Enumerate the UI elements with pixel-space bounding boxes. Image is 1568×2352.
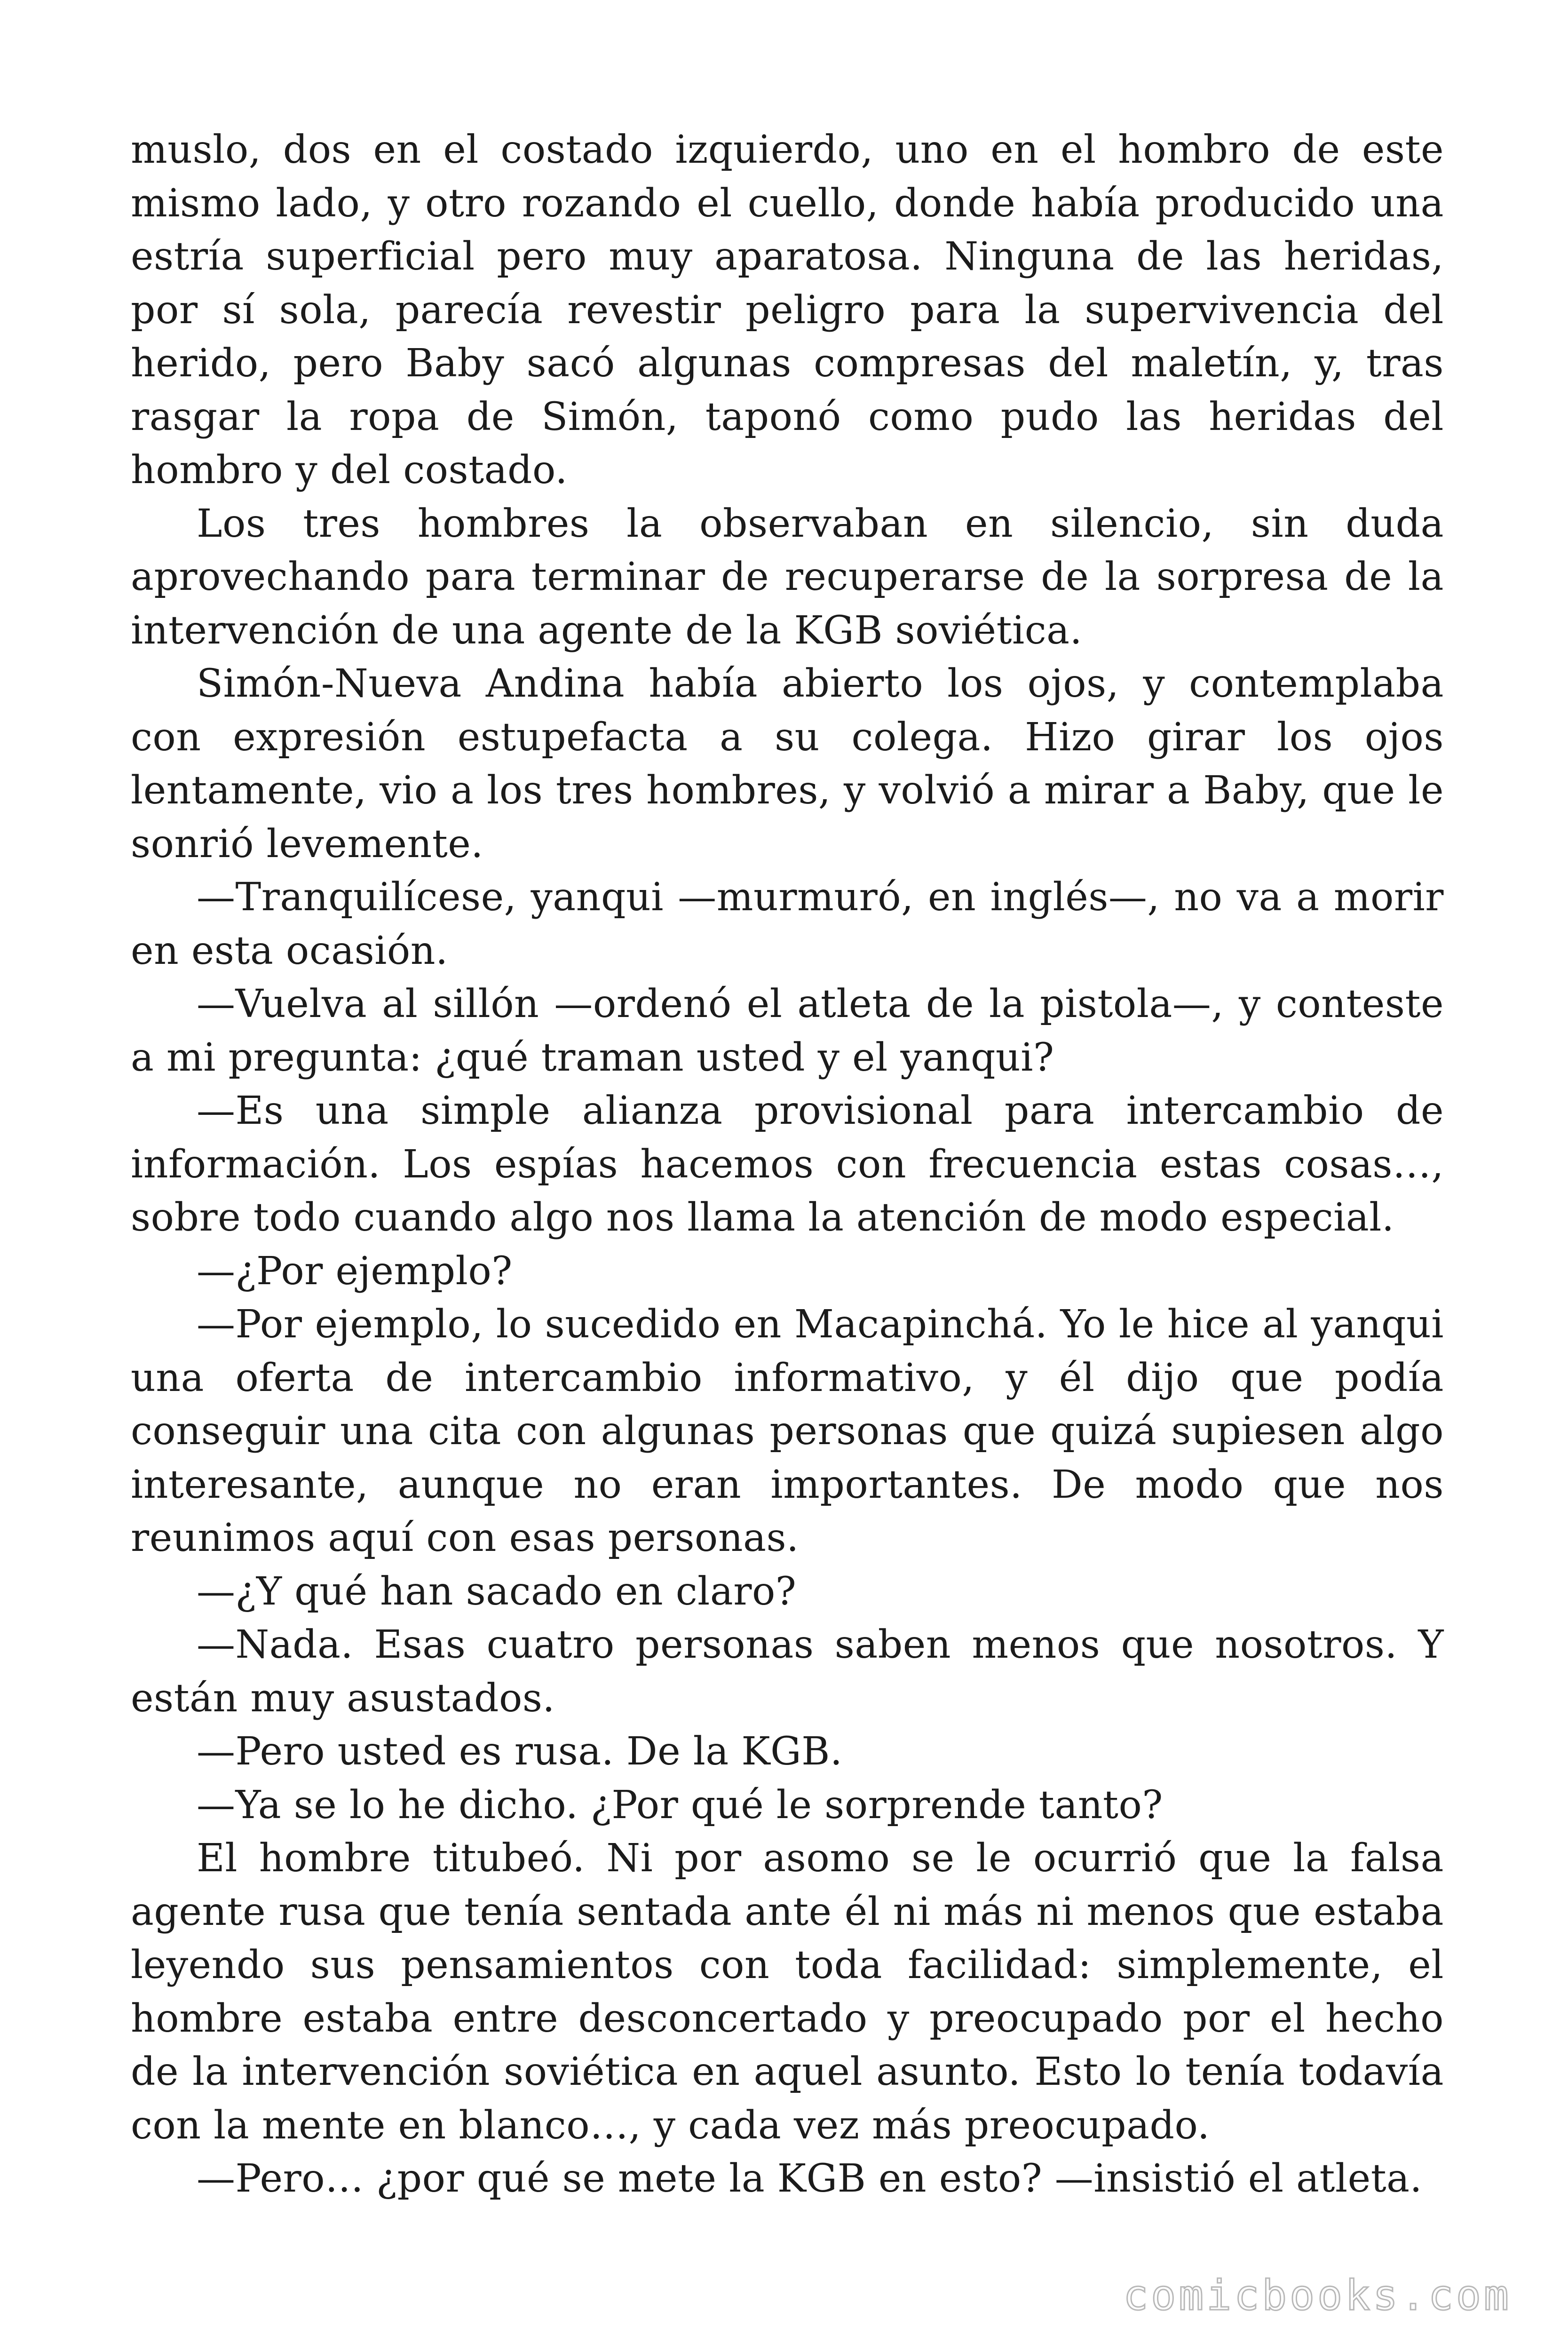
paragraph: muslo, dos en el costado izquierdo, uno en el hombro de este mismo lado, y otro rozando el cuello, donde había producido una estría superficial pero muy aparatosa. Ninguna de las heridas, por sí sola, parecía revestir peligro para la supervivencia del herido, pero Baby sacó algunas compresas del maletín, y, tras rasgar la ropa de Simón, taponó como pudo las heridas del hombro y del costado. <box>131 127 1444 493</box>
paragraph: —Por ejemplo, lo sucedido en Macapinchá. Yo le hice al yanqui una oferta de intercambio informativo, y él dijo que podía conseguir una cita con algunas personas que quizá supiesen algo interesante, aunque no eran importantes. De modo que nos reunimos aquí con esas personas. <box>131 1302 1444 1560</box>
paragraph: —Vuelva al sillón —ordenó el atleta de la pistola—, y conteste a mi pregunta: ¿qué traman usted y el yanqui? <box>131 982 1444 1080</box>
paragraph: —Tranquilícese, yanqui —murmuró, en inglés—, no va a morir en esta ocasión. <box>131 875 1444 973</box>
paragraph: —Ya se lo he dicho. ¿Por qué le sorprende tanto? <box>197 1782 1163 1828</box>
paragraph: —¿Por ejemplo? <box>197 1248 513 1294</box>
paragraph: —Pero… ¿por qué se mete la KGB en esto? —insistió el atleta. <box>197 2156 1423 2201</box>
paragraph: —Pero usted es rusa. De la KGB. <box>197 1729 843 1774</box>
paragraph: Los tres hombres la observaban en silencio, sin duda aprovechando para terminar de recuperarse de la sorpresa de la intervención de una agente de la KGB soviética. <box>131 501 1444 653</box>
paragraph: —Es una simple alianza provisional para intercambio de información. Los espías hacemos con frecuencia estas cosas…, sobre todo cuando algo nos llama la atención de modo especial. <box>131 1089 1444 1240</box>
watermark: comicbooks.com <box>1123 2271 1512 2320</box>
paragraph: El hombre titubeó. Ni por asomo se le ocurrió que la falsa agente rusa que tenía sentada ante él ni más ni menos que estaba leyendo sus pensamientos con toda facilidad: simplemente, el hombre estaba entre desconcertado y preocupado por el hecho de la intervención soviética en aquel asunto. Esto lo tenía todavía con la mente en blanco…, y cada vez más preocupado. <box>131 1836 1444 2148</box>
paragraph: —¿Y qué han sacado en claro? <box>197 1569 797 1614</box>
paragraph: Simón-Nueva Andina había abierto los ojos, y contemplaba con expresión estupefacta a su colega. Hizo girar los ojos lentamente, vio a los tres hombres, y volvió a mirar a Baby, que le sonrió levemente. <box>131 661 1444 866</box>
body-text <box>131 123 1444 2206</box>
paragraph: —Nada. Esas cuatro personas saben menos que nosotros. Y están muy asustados. <box>131 1622 1444 1721</box>
